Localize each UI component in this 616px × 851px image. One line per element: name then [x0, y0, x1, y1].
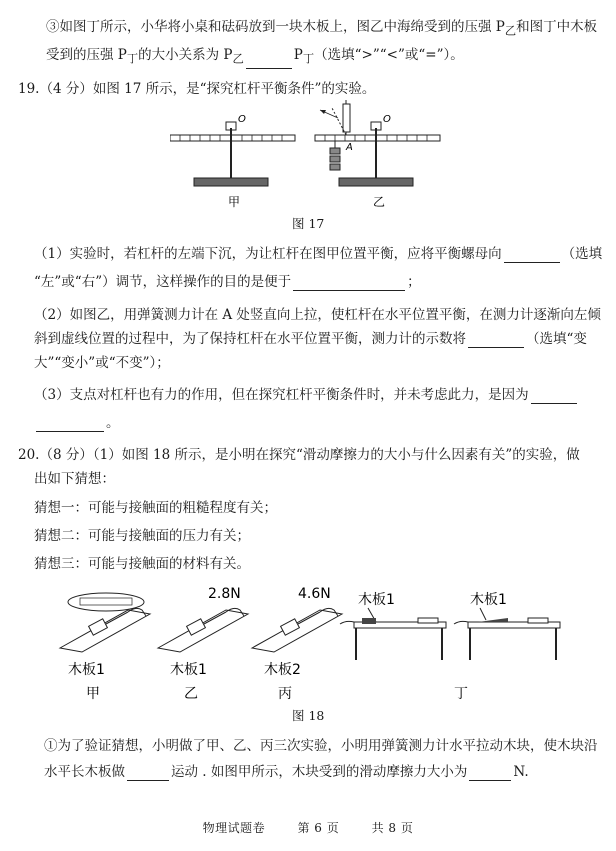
force-reading-yi: 2.8N	[208, 586, 241, 602]
q19-part2-line2	[34, 330, 587, 348]
q19-part2-line1: （2）如图乙，用弹簧测力计在 A 处竖直向上拉，使杠杆在水平位置平衡，在测力计逐渐向左倾	[34, 307, 601, 323]
q19-part3-line1	[34, 386, 579, 404]
q19-text: ；	[407, 274, 421, 290]
setup-jia	[60, 593, 150, 702]
q19-text: “左”或“右”）调节，这样操作的目的是便于	[34, 274, 292, 290]
figure-label-yi: 乙	[373, 195, 386, 209]
subscript: 丁	[302, 52, 315, 66]
q18-text: P	[293, 47, 303, 63]
figure-label-jia: 甲	[228, 195, 241, 209]
q18-text: 和图丁中木板	[516, 19, 598, 35]
figure-label-jia: 甲	[86, 686, 100, 702]
pivot-label-o: O	[238, 114, 246, 125]
lever-yi	[315, 100, 440, 186]
friction-figure-18	[58, 582, 588, 702]
subscript: 乙	[232, 52, 244, 66]
q20-item1-line2	[44, 763, 529, 781]
board-label: 木板2	[264, 662, 301, 678]
board-label: 木板1	[68, 662, 105, 678]
figure-label-yi: 乙	[184, 686, 198, 702]
q18-item3-line1	[46, 18, 597, 41]
point-label-a: A	[346, 142, 353, 153]
q19-part3-line2	[34, 414, 120, 432]
q20-guess2: 猜想二：可能与接触面的压力有关；	[34, 528, 250, 544]
answer-blank[interactable]	[468, 333, 524, 348]
q19-text: （3）支点对杠杆也有力的作用，但在探究杠杆平衡条件时，并未考虑此力，是因为	[34, 387, 529, 403]
footer-page-number: 第 6 页	[297, 821, 340, 835]
answer-blank[interactable]	[531, 389, 577, 404]
setup-bing	[252, 586, 342, 702]
figure-label-ding: 丁	[454, 686, 468, 702]
figure-label-bing: 丙	[278, 686, 292, 702]
q19-text: （选填	[561, 246, 603, 262]
page-footer	[0, 819, 616, 836]
footer-total-pages: 共 8 页	[371, 821, 414, 835]
setup-ding-right	[454, 591, 560, 702]
q20-text: 水平长木板做	[44, 764, 125, 780]
q20-heading-line1: 20.（8 分）（1）如图 18 所示，是小明在探究“滑动摩擦力的大小与什么因素有关”的实验，做	[18, 447, 580, 463]
lever-figure-17	[170, 100, 450, 210]
q19-part1-line1	[34, 245, 602, 263]
footer-title: 物理试题卷	[202, 821, 266, 835]
board-label: 木板1	[470, 592, 507, 608]
answer-blank[interactable]	[504, 248, 560, 263]
q19-text: （1）实验时，若杠杆的左端下沉，为让杠杆在图甲位置平衡，应将平衡螺母向	[34, 246, 502, 262]
q20-text: 运动 . 如图甲所示，木块受到的滑动摩擦力大小为	[171, 764, 468, 780]
q20-item1-line1: ①为了验证猜想，小明做了甲、乙、丙三次实验，小明用弹簧测力计水平拉动木块，使木块沿	[44, 738, 598, 754]
answer-blank[interactable]	[36, 417, 104, 432]
pivot-label-o: O	[383, 114, 391, 125]
setup-ding-left	[340, 591, 446, 660]
q19-part2-line3: 大”“变小”或“不变”）；	[34, 355, 170, 371]
q20-guess3: 猜想三：可能与接触面的材料有关。	[34, 556, 250, 572]
q20-heading-line2: 出如下猜想：	[34, 471, 115, 487]
q19-text: （选填“变	[526, 331, 587, 347]
board-label: 木板1	[170, 662, 207, 678]
q18-text: （选填“>”“<”或“=”）。	[314, 47, 464, 63]
q20-text: N.	[513, 764, 529, 780]
board-label: 木板1	[358, 592, 395, 608]
force-reading-bing: 4.6N	[298, 586, 331, 602]
q18-item3-line2	[46, 46, 464, 69]
figure-17-caption: 图 17	[292, 216, 325, 231]
q19-part1-line2	[34, 273, 421, 291]
q19-heading: 19.（4 分）如图 17 所示，是“探究杠杆平衡条件”的实验。	[18, 81, 376, 97]
answer-blank[interactable]	[127, 766, 169, 781]
q20-guess1: 猜想一：可能与接触面的粗糙程度有关；	[34, 500, 277, 516]
q18-text: 受到的压强 P	[46, 47, 127, 63]
q18-text: ③如图丁所示，小华将小桌和砝码放到一块木板上，图乙中海绵受到的压强 P	[46, 19, 505, 35]
figure-18-caption: 图 18	[292, 708, 325, 723]
subscript: 乙	[504, 24, 517, 38]
subscript: 丁	[126, 52, 139, 66]
answer-blank[interactable]	[246, 54, 292, 69]
answer-blank[interactable]	[469, 766, 511, 781]
setup-yi	[158, 586, 248, 702]
lever-jia	[170, 114, 295, 186]
q18-text: 的大小关系为 P	[138, 47, 233, 63]
q19-text: 斜到虚线位置的过程中，为了保持杠杆在水平位置平衡，测力计的示数将	[34, 331, 466, 347]
answer-blank[interactable]	[293, 276, 405, 291]
q19-text: 。	[106, 415, 120, 431]
